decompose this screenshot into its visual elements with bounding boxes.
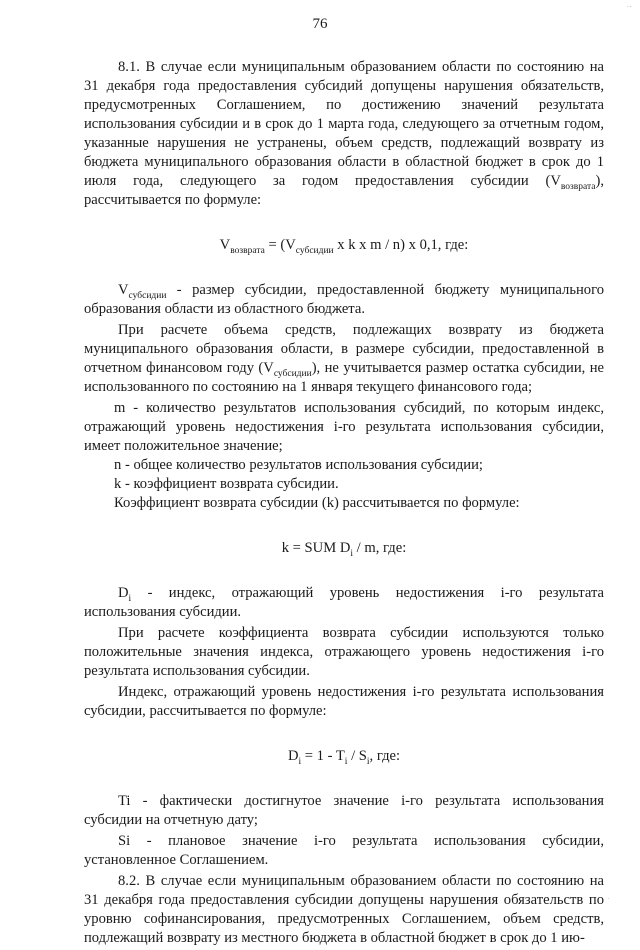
formula-part: D [287, 748, 299, 764]
subscript: субсидии [295, 245, 334, 256]
paragraph-text: При расчете объема средств, подлежащих возврату из бюджета муниципального образования области, в размере субсидии, предоставленной в отчетном финансовом году (V [84, 322, 604, 376]
formula-part: = 1 - T [301, 748, 345, 764]
subscript: субсидии [128, 290, 167, 301]
paragraph-text: - размер субсидии, предоставленной бюджету муниципального образования области из областного бюджета. [84, 282, 604, 317]
definition-ti: Ti - фактически достигнутое значение i-го результата использования субсидии на отчетную дату; [84, 793, 604, 828]
definition-d [84, 584, 604, 622]
paragraph-coefficient: Коэффициент возврата субсидии (k) рассчитывается по формуле: [114, 495, 520, 511]
subscript: i [298, 756, 302, 767]
paragraph-text: ), не учитывается размер остатка субсидии, не использованного по состоянию на 1 января текущего финансового года; [84, 360, 604, 395]
subscript: i [350, 548, 354, 559]
page-number: 76 [312, 16, 328, 32]
subscript: i [366, 756, 370, 767]
subscript: i [128, 593, 132, 604]
definition-n: n - общее количество результатов использования субсидии; [114, 457, 483, 473]
document-body [84, 58, 604, 950]
formula-part: = (V [264, 237, 296, 253]
formula-part: , где: [369, 748, 401, 764]
formula-part: / S [347, 748, 367, 764]
definition-si: Si - плановое значение i-го результата использования субсидии, установленное Соглашением. [84, 833, 604, 868]
paragraph-text: - индекс, отражающий уровень недостижения i-го результата использования субсидии. [84, 585, 604, 620]
subscript: возврата [230, 245, 265, 256]
paragraph-text: 8.1. В случае если муниципальным образованием области по состоянию на 31 декабря года предоставления субсидий допущены нарушения обязательств, предусмотренных Соглашением, по достижению значений результата использования субсидии и в срок до 1 марта года, следующего за отчетным годом, указанные нарушения не устранены, объем средств, подлежащий возврату из бюджета муниципального образования области в областной бюджет в срок до 1 июля года, следующего за годом предоставления субсидии (V [84, 59, 604, 189]
subscript: i [344, 756, 348, 767]
definition-m: m - количество результатов использования субсидий, по которым индекс, отражающий уровень недостижения i-го результата использования субсидии, имеет положительное значение; [84, 400, 604, 454]
definition-k: k - коэффициент возврата субсидии. [114, 476, 339, 492]
formula-part: x k x m / n) x 0,1, где: [333, 237, 469, 253]
formula-coefficient [84, 539, 604, 558]
symbol: V [118, 282, 129, 298]
paragraph-index: Индекс, отражающий уровень недостижения i-го результата использования субсидии, рассчитывается по формуле: [84, 684, 604, 719]
formula-refund [84, 236, 604, 255]
formula-part: V [219, 237, 231, 253]
paragraph-8-1 [84, 58, 604, 210]
paragraph-calculation-note [84, 321, 604, 397]
formula-part: k = SUM D [281, 540, 351, 556]
paragraph-text: ), рассчитывается по формуле: [84, 173, 604, 208]
paragraph-8-2: 8.2. В случае если муниципальным образованием области по состоянию на 31 декабря года предоставления субсидии допущены нарушения обязательств по уровню софинансирования, предусмотренных Соглашением, объем средств, подлежащий возврату из местного бюджета в областной бюджет в срок до 1 ию- [84, 873, 604, 946]
formula-index [84, 747, 604, 766]
symbol: D [118, 585, 129, 601]
subscript: возврата [560, 181, 596, 192]
definition-v-subsidy [84, 281, 604, 319]
subscript: субсидии [273, 368, 312, 379]
formula-part: / m, где: [353, 540, 407, 556]
paragraph-positive-values: При расчете коэффициента возврата субсидии используются только положительные значения индекса, отражающего уровень недостижения i-го результата использования субсидии. [84, 625, 604, 679]
corner-mark: ․․ [626, 0, 632, 9]
bottom-mark: ․ [607, 892, 610, 901]
